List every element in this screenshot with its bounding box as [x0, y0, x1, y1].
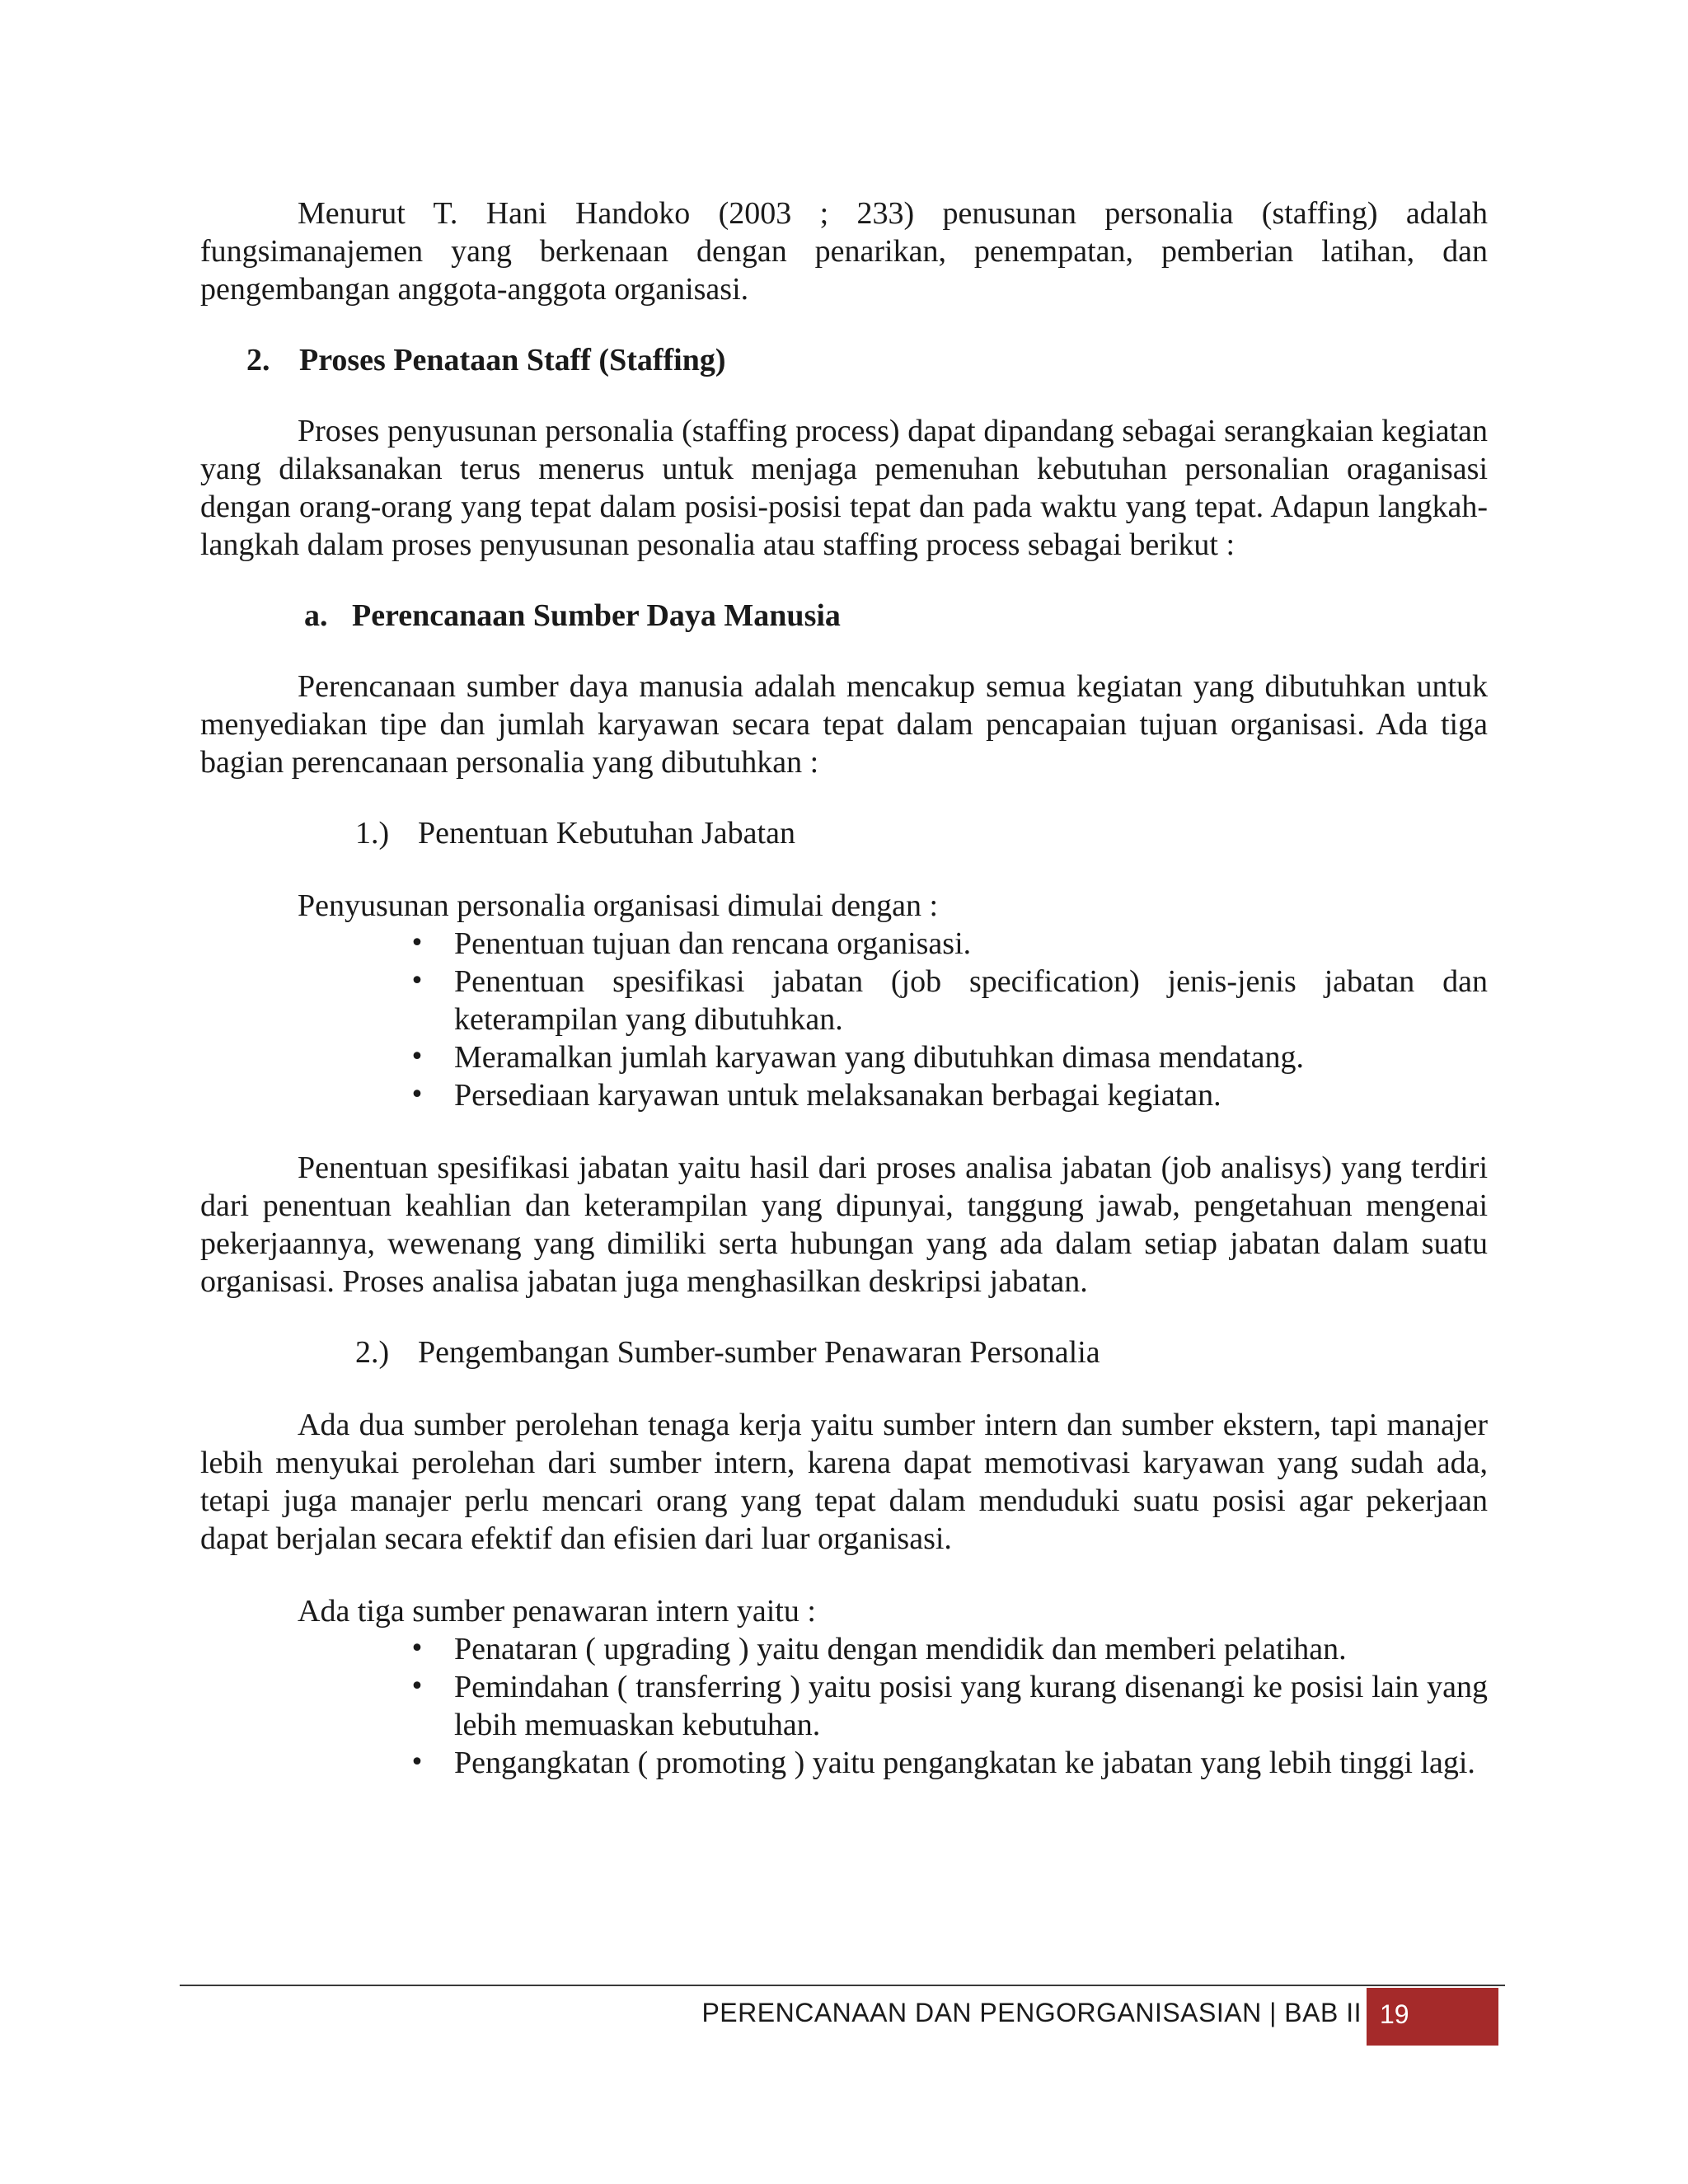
- bullet-icon: •: [410, 1634, 424, 1663]
- numbered-item-1: [200, 814, 1488, 852]
- item-title: Pengembangan Sumber-sumber Penawaran Personalia: [418, 1335, 1100, 1370]
- list-item: • Persediaan karyawan untuk melaksanakan berbagai kegiatan.: [401, 1076, 1488, 1114]
- list-item: • Meramalkan jumlah karyawan yang dibutuhkan dimasa mendatang.: [401, 1038, 1488, 1076]
- paragraph-hr-planning: Perencanaan sumber daya manusia adalah mencakup semua kegiatan yang dibutuhkan untuk menyediakan tipe dan jumlah karyawan secara tepat dalam pencapaian tujuan organisasi. Ada tiga bagian perencanaan personalia yang dibutuhkan :: [200, 669, 1488, 780]
- page-number-badge: [1367, 1988, 1498, 2046]
- item-number: 2.): [355, 1335, 390, 1370]
- bullet-icon: •: [410, 1672, 424, 1701]
- bullet-icon: •: [410, 929, 424, 958]
- numbered-item-2: [200, 1333, 1488, 1371]
- paragraph-labor-sources: Ada dua sumber perolehan tenaga kerja yaitu sumber intern dan sumber ekstern, tapi manajer lebih menyukai perolehan dari sumber intern, karena dapat memotivasi karyawan yang sudah ada, tetapi juga manajer perlu mencari orang yang tepat dalam menduduki suatu posisi agar pekerjaan dapat berjalan secara efektif dan efisien dari luar organisasi.: [200, 1408, 1488, 1556]
- page-content: [200, 194, 1488, 1782]
- list-item: • Pemindahan ( transferring ) yaitu posisi yang kurang disenangi ke posisi lain yang lebih memuaskan kebutuhan.: [401, 1668, 1488, 1744]
- paragraph-staffing-process: Proses penyusunan personalia (staffing process) dapat dipandang sebagai serangkaian kegiatan yang dilaksanakan terus menerus untuk menjaga pemenuhan kebutuhan personalian oraganisasi dengan orang-orang yang tepat dalam posisi-posisi tepat dan pada waktu yang tepat. Adapun langkah-langkah dalam proses penyusunan pesonalia atau staffing process sebagai berikut :: [200, 414, 1488, 562]
- bullet-list-1: [200, 925, 1488, 1114]
- subsection-letter: a.: [304, 598, 328, 633]
- section-heading-2: [200, 341, 1488, 379]
- bullet-list-2: [200, 1630, 1488, 1782]
- footer-divider: [180, 1985, 1505, 1986]
- list-item: • Penentuan tujuan dan rencana organisasi.: [401, 925, 1488, 963]
- list-item: • Pengangkatan ( promoting ) yaitu pengangkatan ke jabatan yang lebih tinggi lagi.: [401, 1744, 1488, 1782]
- item-title: Penentuan Kebutuhan Jabatan: [418, 816, 795, 851]
- list-intro-1: Penyusunan personalia organisasi dimulai dengan :: [298, 888, 939, 923]
- item-number: 1.): [355, 816, 390, 851]
- list-item: • Penentuan spesifikasi jabatan (job specification) jenis-jenis jabatan dan keterampilan yang dibutuhkan.: [401, 963, 1488, 1038]
- section-number: 2.: [246, 343, 270, 377]
- subsection-heading-a: [200, 597, 1488, 635]
- bullet-icon: •: [410, 1748, 424, 1777]
- footer-running-title: PERENCANAAN DAN PENGORGANISASIAN | BAB II: [701, 1998, 1362, 2027]
- bullet-icon: •: [410, 1080, 424, 1109]
- paragraph-handoko-definition: Menurut T. Hani Handoko (2003 ; 233) penusunan personalia (staffing) adalah fungsimanajemen yang berkenaan dengan penarikan, penempatan, pemberian latihan, dan pengembangan anggota-anggota organisasi.: [200, 196, 1488, 307]
- paragraph-job-specification: Penentuan spesifikasi jabatan yaitu hasil dari proses analisa jabatan (job analisys) yang terdiri dari penentuan keahlian dan keterampilan yang dipunyai, tanggung jawab, pengetahuan mengenai pekerjaannya, wewenang yang dimiliki serta hubungan yang ada dalam setiap jabatan dalam suatu organisasi. Proses analisa jabatan juga menghasilkan deskripsi jabatan.: [200, 1151, 1488, 1299]
- bullet-icon: •: [410, 967, 424, 996]
- subsection-title: Perencanaan Sumber Daya Manusia: [352, 598, 841, 633]
- bullet-icon: •: [410, 1043, 424, 1071]
- list-item: • Penataran ( upgrading ) yaitu dengan mendidik dan memberi pelatihan.: [401, 1630, 1488, 1668]
- page-number: 19: [1380, 1999, 1409, 2029]
- list-intro-2: Ada tiga sumber penawaran intern yaitu :: [298, 1594, 816, 1629]
- section-title: Proses Penataan Staff (Staffing): [299, 343, 726, 377]
